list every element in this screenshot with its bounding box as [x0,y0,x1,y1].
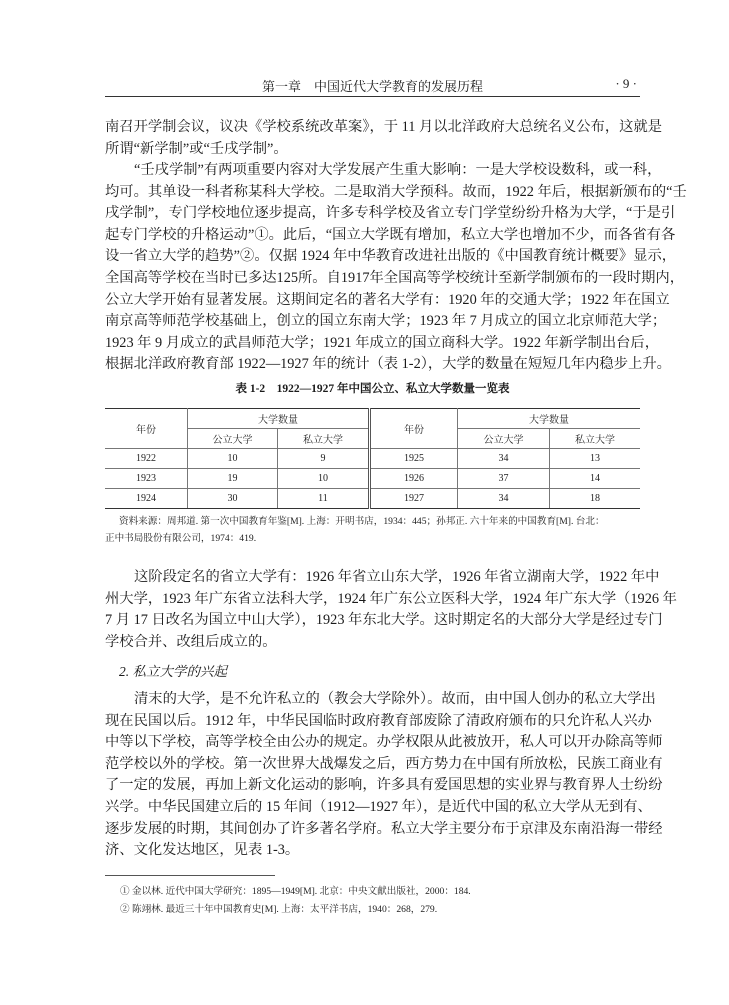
cell-year: 1924 [105,489,188,509]
table-row [105,449,640,469]
cell-year: 1926 [370,469,458,489]
text-line: 起专门学校的升格运动”①。此后，“国立大学既有增加，私立大学也增加不少，而各省有各 [105,226,676,243]
header-rule [105,96,640,97]
table-source-note [105,513,640,547]
university-count-table [105,408,640,509]
cell-public: 34 [458,449,550,469]
header-count: 大学数量 [458,409,641,429]
text-line: 戌学制”，专门学校地位逐步提高，许多专科学校及省立专门学堂纷纷升格为大学，“于是引 [105,205,676,222]
text-line: 中等以下学校，高等学校全由公办的规定。办学权限从此被放开，私人可以开办除高等师 [105,734,663,751]
paragraph-2 [105,160,687,376]
table-caption: 表 1-2 1922—1927 年中国公立、私立大学数量一览表 [235,383,510,395]
header-count: 大学数量 [188,409,370,429]
cell-public: 10 [188,449,278,469]
header-public: 公立大学 [188,429,278,449]
header-year: 年份 [370,409,458,449]
text-line: “壬戌学制”有两项重要内容对大学发展产生重大影响：一是大学校设数科，或一科， [134,162,662,178]
text-line: 济、文化发达地区，见表 1-3。 [105,842,300,859]
text-line: 根据北洋政府教育部 1922—1927 年的统计（表 1-2），大学的数量在短短几年内稳步上升。 [105,356,671,373]
header-public: 公立大学 [458,429,550,449]
paragraph-3 [105,567,677,653]
footnote: ② 陈翊林. 最近三十年中国教育史[M]. 上海：太平洋书店，1940：268，279. [120,904,438,915]
cell-private: 18 [550,489,641,509]
table-row [105,489,640,509]
source-line: 正中书局股份有限公司，1974：419. [105,533,257,544]
text-line: 均可。其单设一科者称某科大学校。二是取消大学预科。故而，1922 年后，根据新颁布的“壬 [105,183,687,200]
text-line: 全国高等学校在当时已多达125所。自1917年全国高等学校统计至新学制颁布的一段时期内， [105,269,685,286]
paragraph-4 [105,689,663,862]
cell-private: 10 [278,469,370,489]
section-heading: 2. 私立大学的兴起 [119,664,227,679]
text-line: 公立大学开始有显著发展。这期间定名的著名大学有：1920 年的交通大学；1922 年在国立 [105,291,670,308]
text-line: 南京高等师范学校基础上，创立的国立东南大学；1923 年 7 月成立的国立北京师范大学； [105,313,667,330]
text-line: 7 月 17 日改名为国立中山大学），1923 年东北大学。这时期定名的大部分大学是经过专门 [105,612,663,629]
text-line: 了一定的发展，再加上新文化运动的影响，许多具有爱国思想的实业界与教育界人士纷纷 [105,777,663,794]
header-private: 私立大学 [278,429,370,449]
cell-year: 1923 [105,469,188,489]
text-line: 州大学，1923 年广东省立法科大学，1924 年广东公立医科大学，1924 年广东大学（1926 年 [105,590,677,607]
cell-year: 1927 [370,489,458,509]
footnote: ① 金以林. 近代中国大学研究：1895—1949[M]. 北京：中央文献出版社，2000：184. [120,886,471,897]
footnote-rule [105,875,275,876]
cell-public: 34 [458,489,550,509]
cell-public: 19 [188,469,278,489]
footnotes [120,883,471,919]
text-line: 兴学。中华民国建立后的 15 年间（1912—1927 年），是近代中国的私立大学从无到有、 [105,798,652,815]
page-number: · 9 · [615,76,637,91]
cell-year: 1925 [370,449,458,469]
header-private: 私立大学 [550,429,641,449]
source-line: 资料来源：周邦道. 第一次中国教育年鉴[M]. 上海：开明书店，1934：445；孙邦正. 六十年来的中国教育[M]. 台北： [119,516,605,527]
text-line: 这阶段定名的省立大学有：1926 年省立山东大学，1926 年省立湖南大学，1922 年中 [134,569,660,585]
text-line: 设一省立大学的趋势”②。仅据 1924 年中华教育改进社出版的《中国教育统计概要》显示， [105,248,677,265]
text-line: 学校合并、改组后成立的。 [105,633,277,650]
text-line: 清末的大学，是不允许私立的（教会大学除外）。故而，由中国人创办的私立大学出 [134,691,656,707]
cell-private: 9 [278,449,370,469]
text-line: 现在民国以后。1912 年，中华民国临时政府教育部废除了清政府颁布的只允许私人兴办 [105,712,652,729]
table-row [105,469,640,489]
cell-year: 1922 [105,449,188,469]
text-line: 1923 年 9 月成立的武昌师范大学；1921 年成立的国立商科大学。1922 年新学制出台后， [105,334,660,351]
cell-public: 37 [458,469,550,489]
running-header-title: 第一章 中国近代大学教育的发展历程 [261,79,483,94]
text-line: 南召开学制会议，议决《学校系统改革案》，于 11 月以北洋政府大总统名义公布，这就是 [105,119,663,135]
text-line: 范学校以外的学校。第一次世界大战爆发之后，西方势力在中国有所放松，民族工商业有 [105,755,663,772]
text-line: 所谓“新学制”或“壬戌学制”。 [105,140,288,157]
cell-private: 13 [550,449,641,469]
text-line: 逐步发展的时期，其间创办了许多著名学府。私立大学主要分布于京津及东南沿海一带经 [105,820,663,837]
cell-public: 30 [188,489,278,509]
paragraph-1 [105,117,663,160]
header-year: 年份 [105,409,188,449]
cell-private: 14 [550,469,641,489]
cell-private: 11 [278,489,370,509]
